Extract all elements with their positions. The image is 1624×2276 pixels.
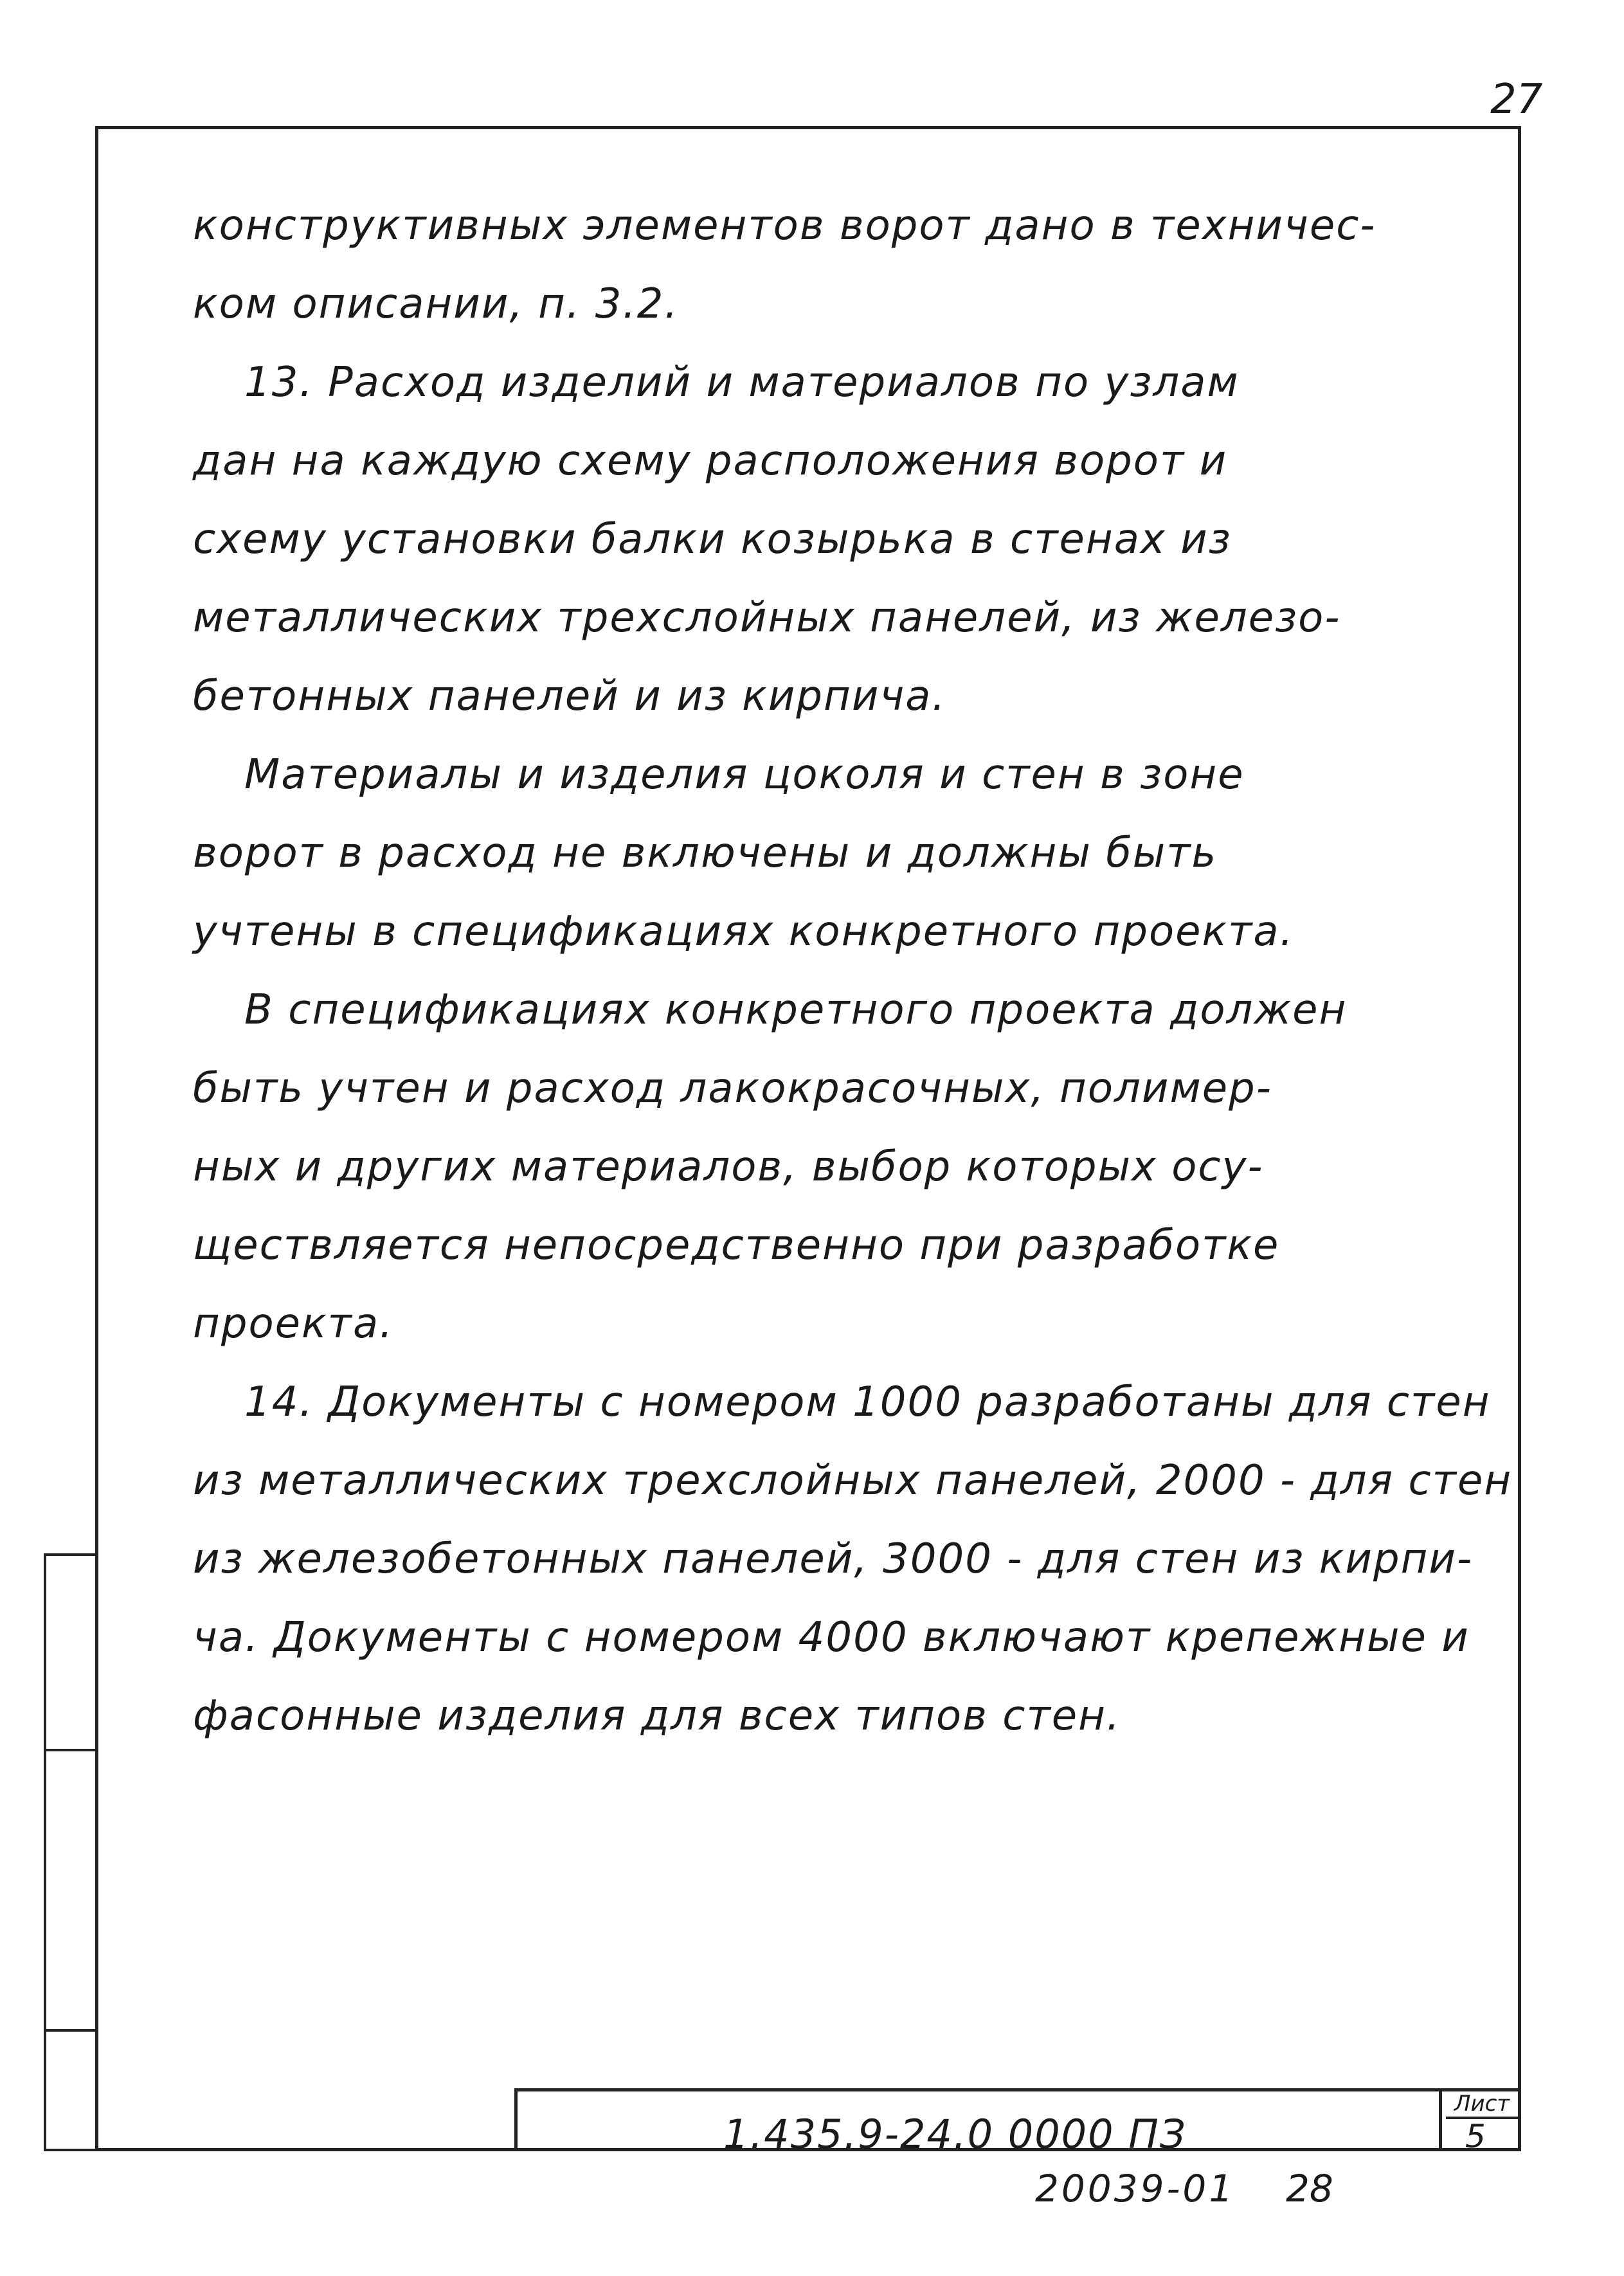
text-line: ворот в расход не включены и должны быть xyxy=(193,829,1218,877)
title-block xyxy=(514,2088,1521,2158)
text-line: быть учтен и расход лакокрасочных, полимер- xyxy=(193,1065,1272,1112)
text-line: металлических трехслойных панелей, из железо- xyxy=(193,594,1341,642)
text-line: В спецификациях конкретного проекта должен xyxy=(244,986,1348,1034)
bottom-page-number: 28 xyxy=(1286,2167,1333,2210)
bottom-archive-code: 20039-01 xyxy=(1035,2167,1236,2210)
text-line: 13. Расход изделий и материалов по узлам xyxy=(244,359,1240,406)
strip-divider xyxy=(46,1749,95,1751)
text-line: из железобетонных панелей, 3000 - для стен из кирпи- xyxy=(193,1535,1474,1583)
left-margin-strip xyxy=(44,1553,95,2151)
text-line: из металлических трехслойных панелей, 2000 - для стен xyxy=(193,1457,1513,1504)
text-line: ча. Документы с номером 4000 включают крепежные и xyxy=(193,1614,1470,1661)
text-line: учтены в спецификациях конкретного проекта. xyxy=(193,908,1294,955)
text-line: 14. Документы с номером 1000 разработаны для стен xyxy=(244,1378,1491,1426)
text-line: ных и других материалов, выбор которых осу- xyxy=(193,1143,1264,1191)
text-line: дан на каждую схему расположения ворот и xyxy=(193,437,1228,485)
text-line: фасонные изделия для всех типов стен. xyxy=(193,1692,1121,1740)
top-page-number: 27 xyxy=(1490,76,1543,123)
explanatory-note-text xyxy=(193,186,1513,1755)
document-designation: 1.435.9-24.0 0000 ПЗ xyxy=(723,2111,1187,2158)
text-line: конструктивных элементов ворот дано в техничес- xyxy=(193,202,1376,249)
text-line: схему установки балки козырька в стенах из xyxy=(193,516,1232,563)
text-line: проекта. xyxy=(193,1300,394,1348)
text-line: ществляется непосредственно при разработке xyxy=(193,1222,1280,1269)
sheet-number: 5 xyxy=(1465,2118,1486,2155)
text-line: ком описании, п. 3.2. xyxy=(193,280,679,328)
sheet-box xyxy=(1439,2088,1521,2155)
text-line: бетонных панелей и из кирпича. xyxy=(193,673,946,720)
text-line: Материалы и изделия цоколя и стен в зоне xyxy=(244,751,1245,799)
sheet-label: Лист xyxy=(1446,2091,1518,2119)
strip-divider xyxy=(46,2029,95,2032)
